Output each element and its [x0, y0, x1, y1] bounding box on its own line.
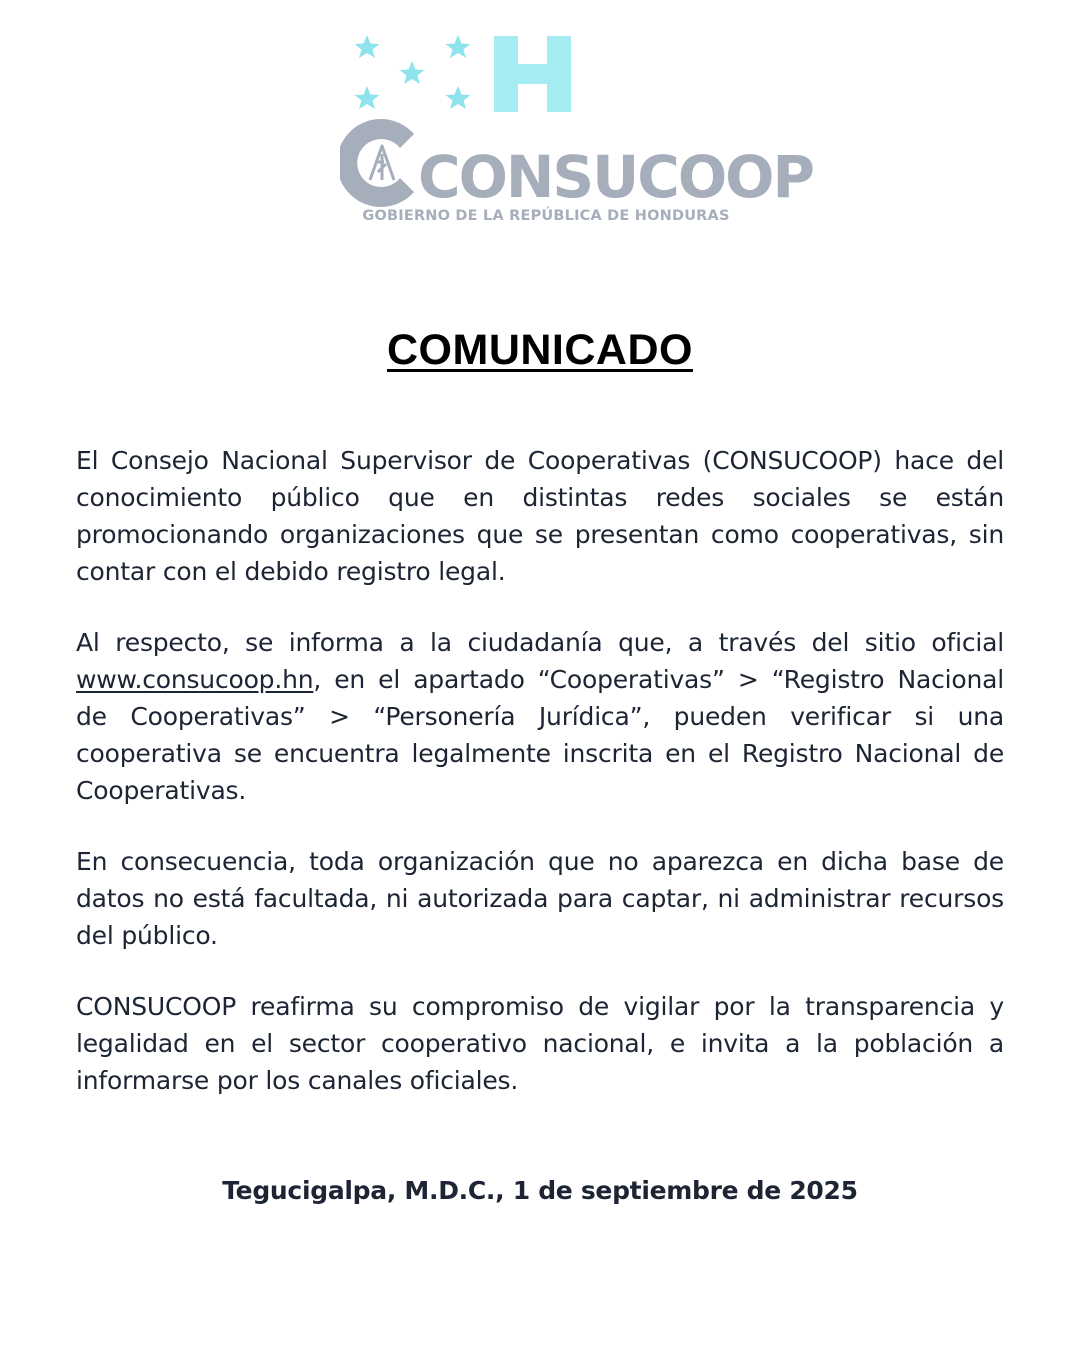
consucoop-logo [340, 30, 813, 240]
star-icon [400, 61, 425, 84]
paragraph-4: CONSUCOOP reafirma su compromiso de vigilar por la transparencia y legalidad en el sector cooperativo nacional, e invita a la población a informarse por los canales oficiales. [76, 992, 1004, 1095]
page-title [0, 326, 1080, 375]
paragraph-2 [76, 624, 1004, 809]
c-emblem-icon [340, 119, 414, 207]
communique-body [76, 442, 1004, 1133]
star-icon [446, 35, 471, 58]
paragraph-3: En consecuencia, toda organización que no aparezca en dicha base de datos no está facultada, ni autorizada para captar, ni administrar recursos del público. [76, 847, 1004, 950]
logo-wordmark: CONSUCOOP [418, 143, 813, 211]
paragraph-1: El Consejo Nacional Supervisor de Cooperativas (CONSUCOOP) hace del conocimiento público que en distintas redes sociales se están promocionando organizaciones que se presentan como cooperativas, sin contar con el debido registro legal. [76, 446, 1004, 586]
star-icon [355, 35, 380, 58]
consucoop-website-link[interactable]: www.consucoop.hn [76, 665, 314, 694]
title-text: COMUNICADO [387, 326, 693, 374]
h-emblem-icon [494, 36, 571, 112]
paragraph-2-intro: Al respecto, se informa a la ciudadanía que, a través del sitio oficial [76, 628, 1004, 657]
star-icon [355, 86, 380, 109]
star-icon [446, 86, 471, 109]
paragraph-2-rest: , en el apartado “Cooperativas” > “Registro Nacional de Cooperativas” > “Personería Jurídica”, pueden verificar si una cooperativa se encuentra legalmente inscrita en el Registro Nacional de Cooperativas. [76, 665, 1004, 805]
place-and-date: Tegucigalpa, M.D.C., 1 de septiembre de 2025 [222, 1176, 858, 1205]
star-icons [355, 35, 471, 109]
logo-subtitle: GOBIERNO DE LA REPÚBLICA DE HONDURAS [362, 208, 730, 224]
